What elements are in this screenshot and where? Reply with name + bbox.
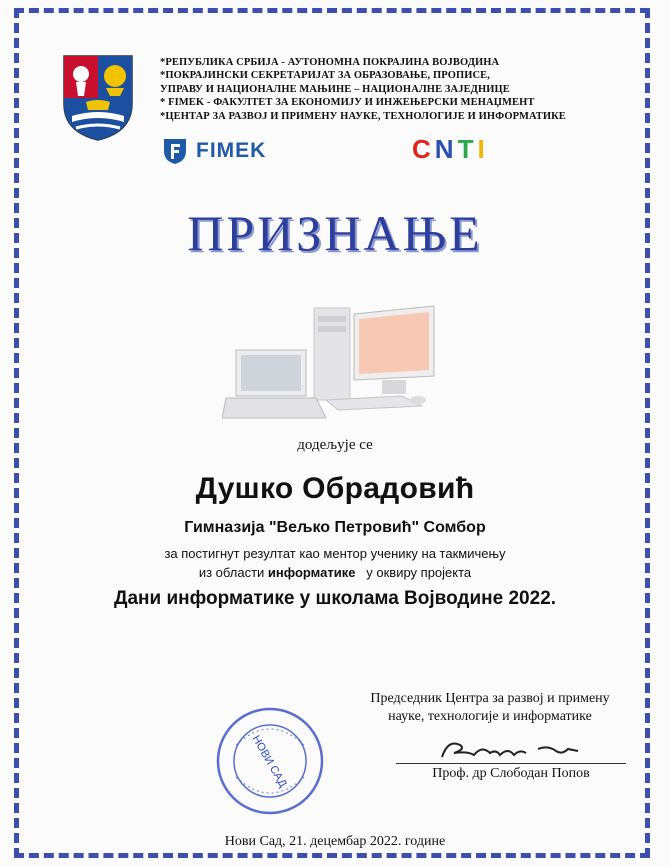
recipient-school: Гимназија "Вељко Петровић" Сомбор <box>184 519 486 536</box>
fimek-shield-icon <box>162 137 188 165</box>
svg-text:НОВИ САД: НОВИ САД <box>249 733 289 790</box>
signature-line <box>396 763 626 764</box>
vojvodina-crest-icon <box>58 52 138 142</box>
header-line: УПРАВУ И НАЦИОНАЛНЕ МАЊИНЕ – НАЦИОНАЛНЕ ЗАЈЕДНИЦЕ <box>160 83 510 95</box>
signer-name: Проф. др Слободан Попов <box>432 766 590 781</box>
cnti-logo <box>412 134 486 165</box>
header-line: *ЦЕНТАР ЗА РАЗВОЈ И ПРИМЕНУ НАУКЕ, ТЕХНОЛОГИЈЕ И ИНФОРМАТИКЕ <box>160 110 566 122</box>
certificate-title: ПРИЗНАЊЕ <box>187 205 483 261</box>
fimek-logo <box>162 136 266 166</box>
description-subject: информатике <box>267 565 356 580</box>
cnti-letter: N <box>434 134 455 164</box>
handwritten-signature-icon <box>438 735 588 765</box>
header-line: *ПОКРАЈИНСКИ СЕКРЕТАРИЈАТ ЗА ОБРАЗОВАЊЕ, ПРОПИСЕ, <box>160 70 491 82</box>
event-name: Дани информатике у школама Војводине 2022. <box>113 588 557 609</box>
header-line: * FIMEK - ФАКУЛТЕТ ЗА ЕКОНОМИЈУ И ИНЖЕЊЕРСКИ МЕНАЏМЕНТ <box>160 97 535 109</box>
place-and-date: Нови Сад, 21. децембар 2022. године <box>224 834 446 849</box>
computer-illustration-icon <box>222 300 452 430</box>
cnti-letter: C <box>412 134 432 164</box>
header-line: *РЕПУБЛИКА СРБИЈА - АУТОНОМНА ПОКРАЈИНА ВОЈВОДИНА <box>160 57 500 68</box>
fimek-logo-text: FIMEK <box>196 139 267 162</box>
cnti-letter: I <box>477 134 486 164</box>
description-text: у оквиру пројекта <box>355 565 472 580</box>
header-institutions <box>160 56 600 123</box>
signer-role <box>340 690 640 726</box>
description-line-1: за постигнут резултат као ментор ученику на такмичењу <box>164 546 506 561</box>
official-stamp-icon <box>214 705 326 817</box>
signer-role-line: Председник Центра за развој и примену <box>370 691 610 706</box>
description-line-2 <box>0 565 670 580</box>
cnti-letter: T <box>457 134 475 164</box>
signer-role-line: науке, технологије и информатике <box>388 709 592 724</box>
recipient-name: Душко Обрадовић <box>195 472 475 505</box>
description-text: из области <box>198 565 268 580</box>
awarded-to-text: додељује се <box>297 437 373 453</box>
